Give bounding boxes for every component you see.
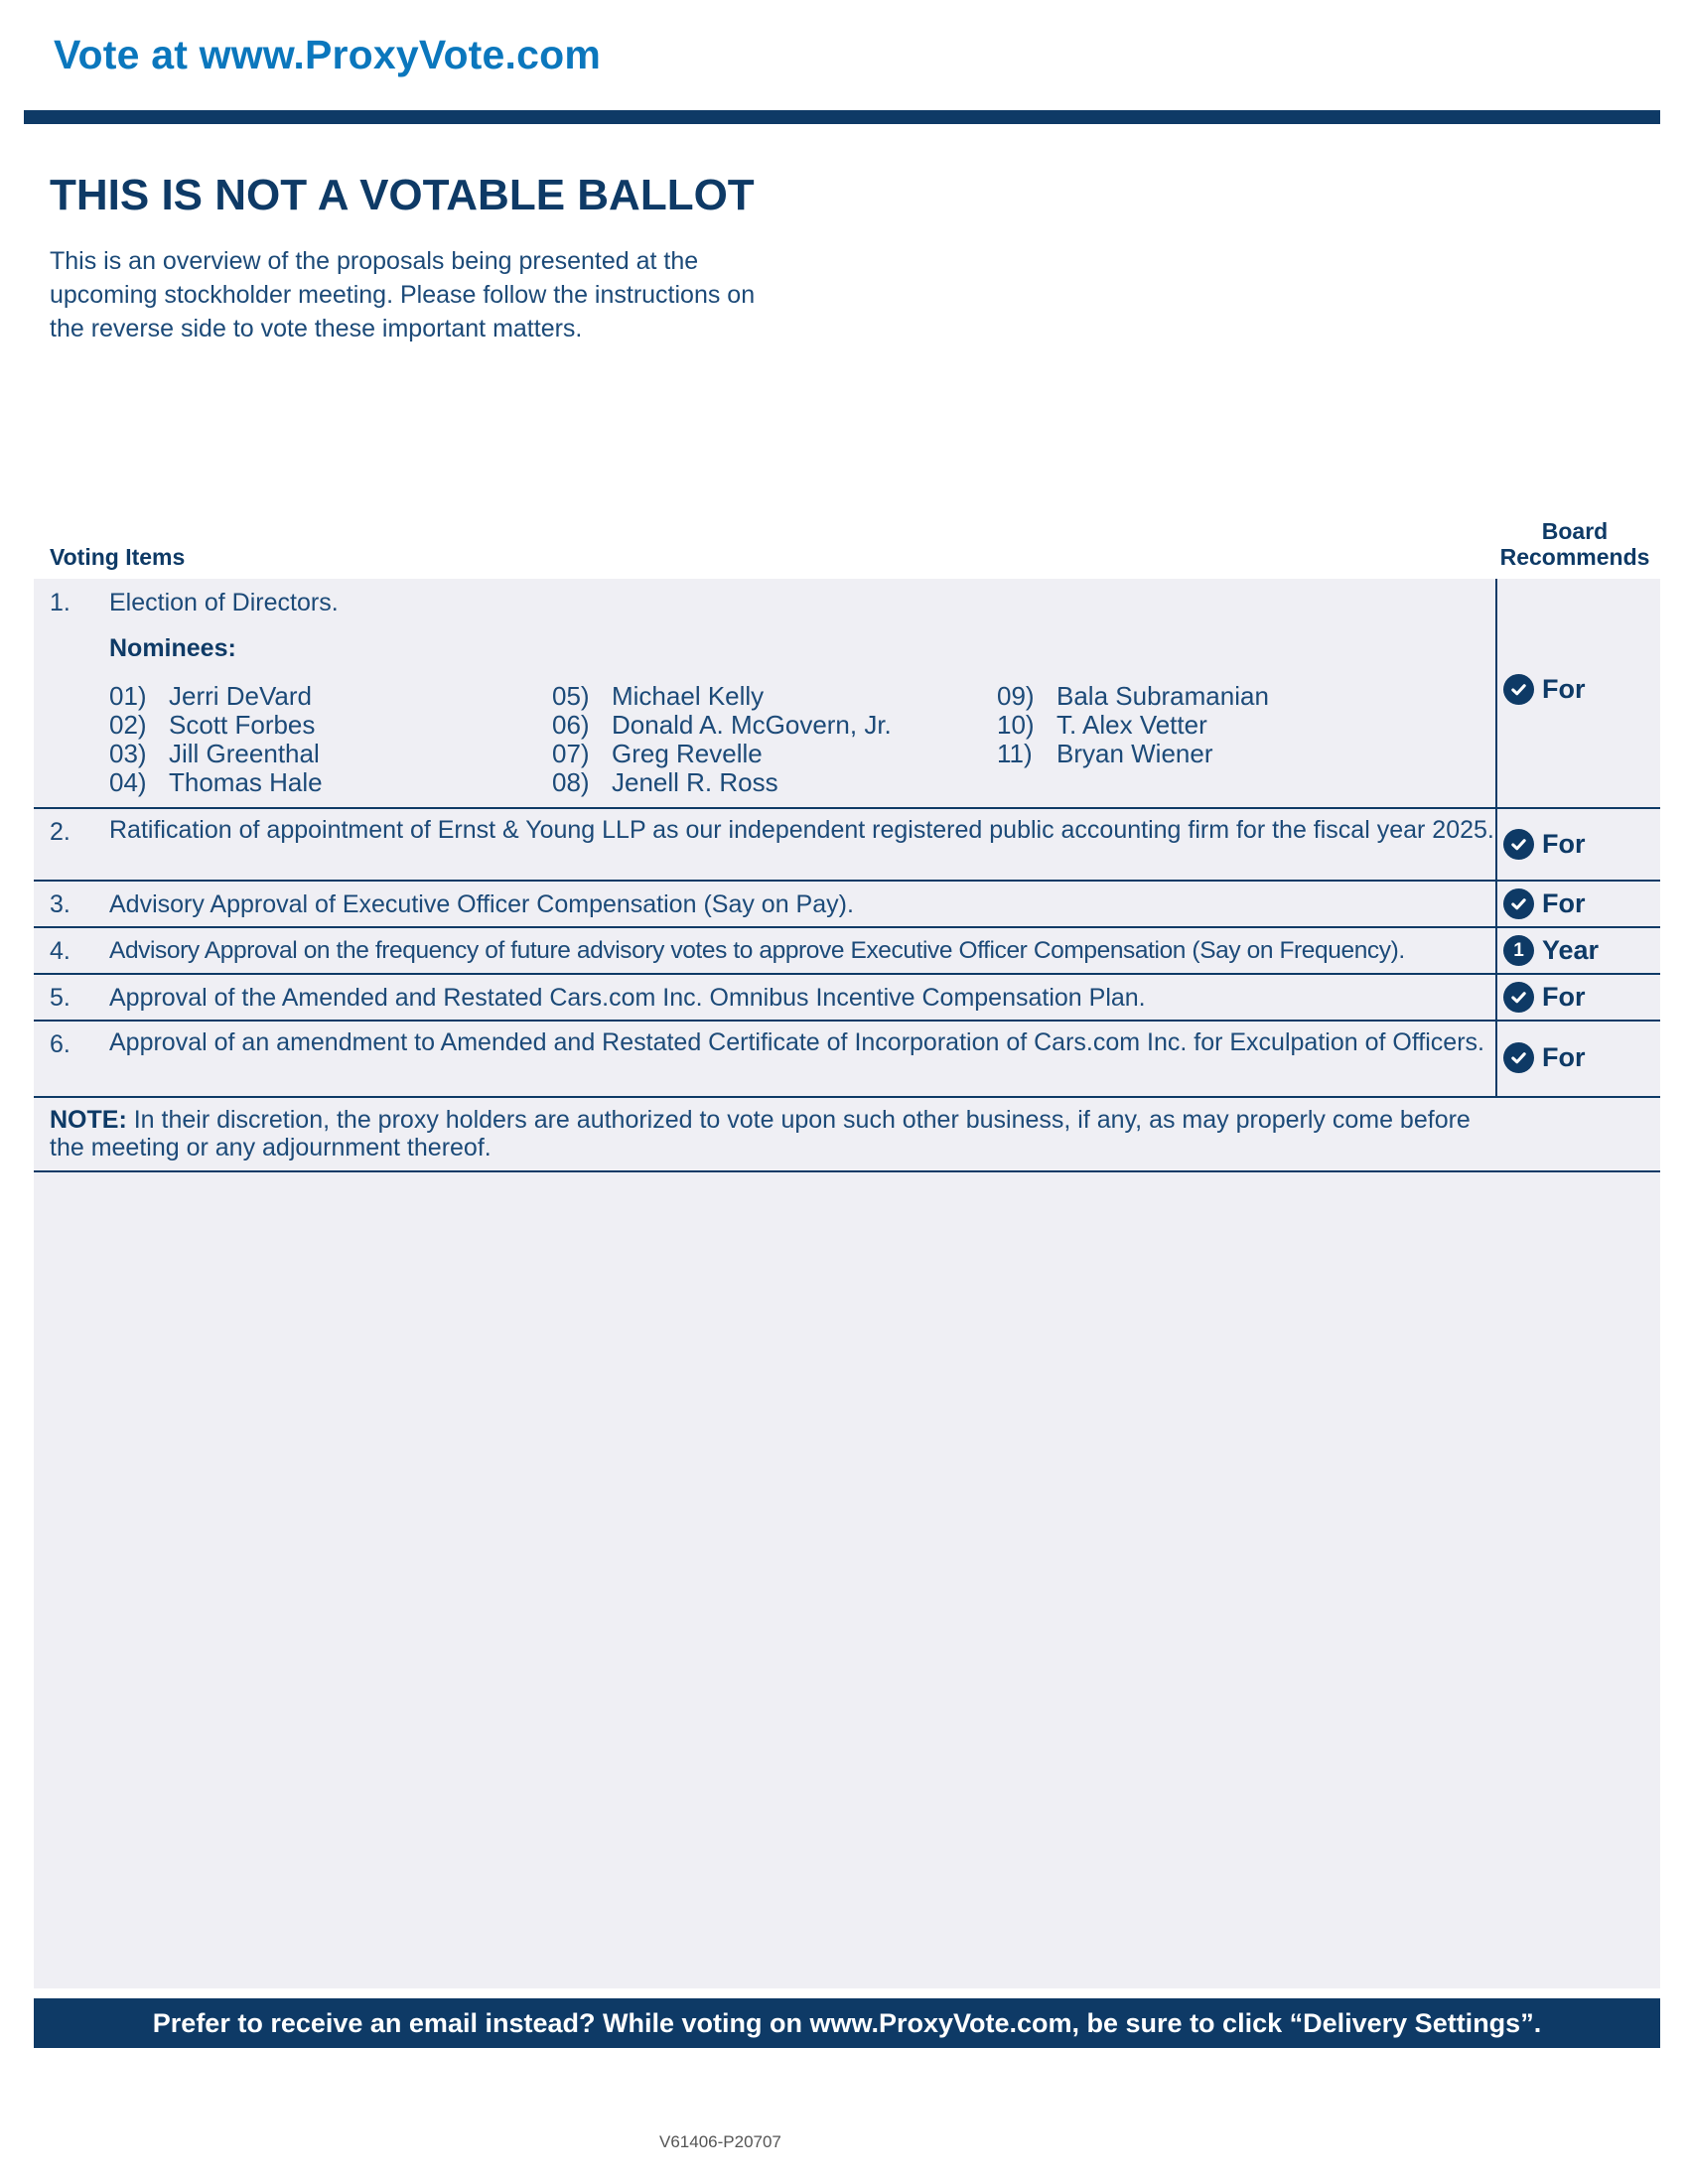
- board-recommendation: [1503, 888, 1586, 919]
- nominee-item: 08) Jenell R. Ross: [552, 767, 778, 797]
- header-title: Vote at www.ProxyVote.com: [54, 32, 602, 77]
- recommendation-label: For: [1542, 982, 1586, 1012]
- voting-item-2: [34, 809, 1660, 882]
- intro-text: [50, 244, 864, 345]
- nominee-item: 10) T. Alex Vetter: [997, 710, 1207, 740]
- board-header-line: Recommends: [1499, 544, 1650, 570]
- nominee-column-2: [552, 682, 892, 797]
- note-label: NOTE:: [50, 1106, 127, 1134]
- note-text: [50, 1106, 1489, 1161]
- job-code: V61406-P20707: [659, 2132, 781, 2151]
- recommendation-label: Year: [1542, 935, 1600, 965]
- check-circle-icon: [1503, 674, 1534, 705]
- check-circle-icon: [1503, 888, 1534, 919]
- note-body: In their discretion, the proxy holders are authorized to vote upon such other business, if any, as may properly come before the meeting or any adjournment thereof.: [50, 1106, 1471, 1161]
- nominee-item: 06) Donald A. McGovern, Jr.: [552, 710, 892, 740]
- intro-line: upcoming stockholder meeting. Please follow the instructions on: [50, 281, 756, 309]
- note-divider: [34, 1170, 1660, 1172]
- board-recommendation: [1503, 829, 1586, 860]
- board-recommends-header: [1489, 518, 1660, 570]
- board-recommendation: [1503, 1042, 1586, 1073]
- voting-item-5: [34, 975, 1660, 1022]
- recommendation-label: For: [1542, 829, 1586, 859]
- item-text: Advisory Approval of Executive Officer Compensation (Say on Pay).: [109, 890, 854, 918]
- intro-line: the reverse side to vote these important matters.: [50, 315, 583, 342]
- item-number: 3.: [50, 890, 70, 918]
- item-text: Approval of an amendment to Amended and Restated Certificate of Incorporation of Cars.com Inc. for Exculpation of Officers.: [109, 1028, 1484, 1056]
- board-recommendation: [1503, 982, 1586, 1013]
- item-number: 2.: [50, 818, 70, 846]
- item-number: 6.: [50, 1030, 70, 1058]
- nominee-item: 05) Michael Kelly: [552, 681, 765, 711]
- voting-items-header: Voting Items: [50, 544, 186, 570]
- nominee-column-1: [109, 682, 323, 797]
- item-number: 1.: [50, 589, 70, 616]
- board-recommendation: [1503, 935, 1599, 966]
- voting-item-3: [34, 882, 1660, 928]
- check-circle-icon: [1503, 829, 1534, 860]
- nominee-item: 02) Scott Forbes: [109, 710, 316, 740]
- item-text: Election of Directors.: [109, 589, 339, 616]
- nominee-item: 04) Thomas Hale: [109, 767, 323, 797]
- voting-item-1: [34, 579, 1660, 809]
- number-one-circle-icon: 1: [1503, 935, 1534, 966]
- item-text: Approval of the Amended and Restated Cars.com Inc. Omnibus Incentive Compensation Plan.: [109, 984, 1146, 1012]
- item-text: Ratification of appointment of Ernst & Young LLP as our independent registered public accounting firm for the fiscal year 2025.: [109, 816, 1494, 844]
- delivery-settings-banner: [34, 1998, 1660, 2048]
- nominee-item: 09) Bala Subramanian: [997, 681, 1269, 711]
- recommendation-label: For: [1542, 1042, 1586, 1072]
- check-circle-icon: [1503, 1042, 1534, 1073]
- board-header-line: Board: [1541, 518, 1609, 544]
- intro-line: This is an overview of the proposals being presented at the: [50, 247, 699, 275]
- nominee-item: 11) Bryan Wiener: [997, 739, 1213, 768]
- voting-item-4: [34, 928, 1660, 975]
- nominees-label: Nominees:: [109, 634, 236, 662]
- recommendation-label: For: [1542, 888, 1586, 918]
- item-number: 4.: [50, 937, 70, 965]
- nominee-item: 01) Jerri DeVard: [109, 681, 313, 711]
- item-number: 5.: [50, 984, 70, 1012]
- item-text: Advisory Approval on the frequency of future advisory votes to approve Executive Officer Compensation (Say on Frequency).: [109, 937, 1405, 964]
- nominee-column-3: [997, 682, 1269, 768]
- banner-text: Prefer to receive an email instead? While voting on www.ProxyVote.com, be sure to click “Delivery Settings”.: [152, 2007, 1542, 2038]
- page-title: THIS IS NOT A VOTABLE BALLOT: [50, 171, 755, 219]
- recommendation-label: For: [1542, 674, 1586, 704]
- board-column-divider: [1495, 579, 1497, 1098]
- header-divider: [24, 110, 1660, 124]
- nominee-item: 07) Greg Revelle: [552, 739, 763, 768]
- nominee-item: 03) Jill Greenthal: [109, 739, 320, 768]
- voting-item-6: [34, 1022, 1660, 1098]
- check-circle-icon: [1503, 982, 1534, 1013]
- board-recommendation: [1503, 674, 1586, 705]
